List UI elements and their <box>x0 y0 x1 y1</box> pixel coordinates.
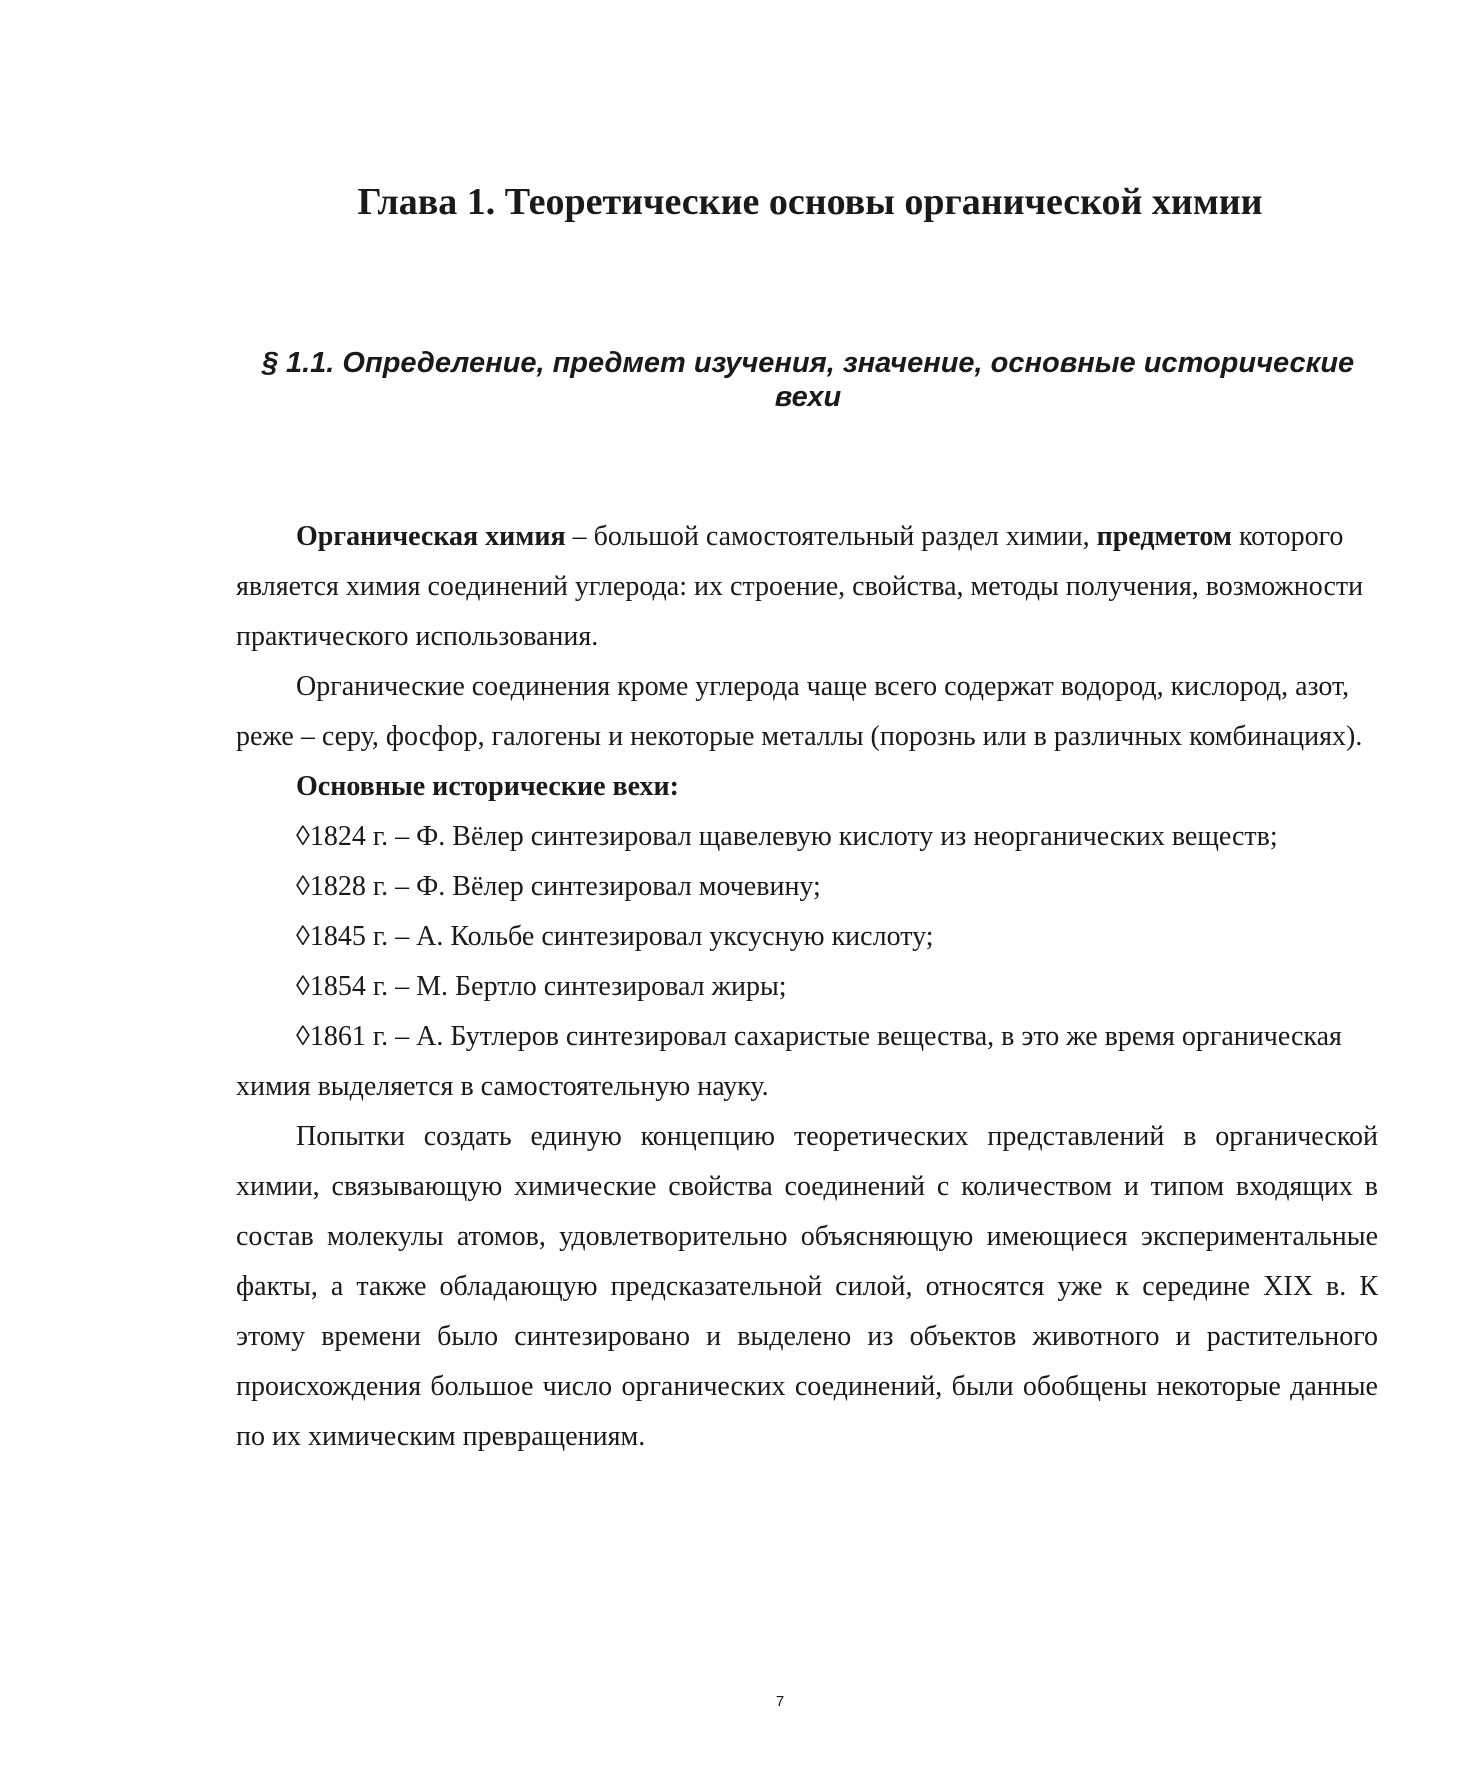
section-title: § 1.1. Определение, предмет изучения, значение, основные исторические вехи <box>261 347 1355 413</box>
definition-rest: которого является химия соединений углерода: их строение, свойства, методы получения, возможности практического использования. <box>236 521 1364 652</box>
term-subject: предметом <box>1096 521 1232 552</box>
milestones-heading: Основные исторические вехи: <box>296 771 679 802</box>
milestone-item: ◊1845 г. – А. Кольбе синтезировал уксусную кислоту; <box>296 921 934 952</box>
milestone-item: ◊1854 г. – М. Бертло синтезировал жиры; <box>296 971 787 1002</box>
paragraph-theory: Попытки создать единую концепцию теоретических представлений в органической химии, связывающую химические свойства соединений с количеством и типом входящих в состав молекулы атомов, удовлетворительно объясняющую имеющиеся экспериментальные факты, а также обладающую предсказательной силой, относятся уже к середине XIX в. К этому времени было синтезировано и выделено из объектов животного и растительного происхождения большое число органических соединений, были обобщены некоторые данные по их химическим превращениям. <box>236 1121 1378 1452</box>
milestone-item: ◊1861 г. – А. Бутлеров синтезировал сахаристые вещества, в это же время органическая химия выделяется в самостоятельную науку. <box>236 1021 1342 1102</box>
body-text <box>236 512 1378 1462</box>
milestone-item: ◊1824 г. – Ф. Вёлер синтезировал щавелевую кислоту из неорганических веществ; <box>296 821 1278 852</box>
page-number: 7 <box>775 1693 785 1710</box>
paragraph-definition <box>236 512 1378 662</box>
paragraph-composition: Органические соединения кроме углерода чаще всего содержат водород, кислород, азот, реже – серу, фосфор, галогены и некоторые металлы (порознь или в различных комбинациях). <box>236 671 1363 752</box>
chapter-title: Глава 1. Теоретические основы органической химии <box>357 181 1263 223</box>
milestone-item: ◊1828 г. – Ф. Вёлер синтезировал мочевину; <box>296 871 821 902</box>
term-organic-chemistry: Органическая химия <box>296 521 566 552</box>
definition-text: – большой самостоятельный раздел химии, <box>565 521 1097 552</box>
